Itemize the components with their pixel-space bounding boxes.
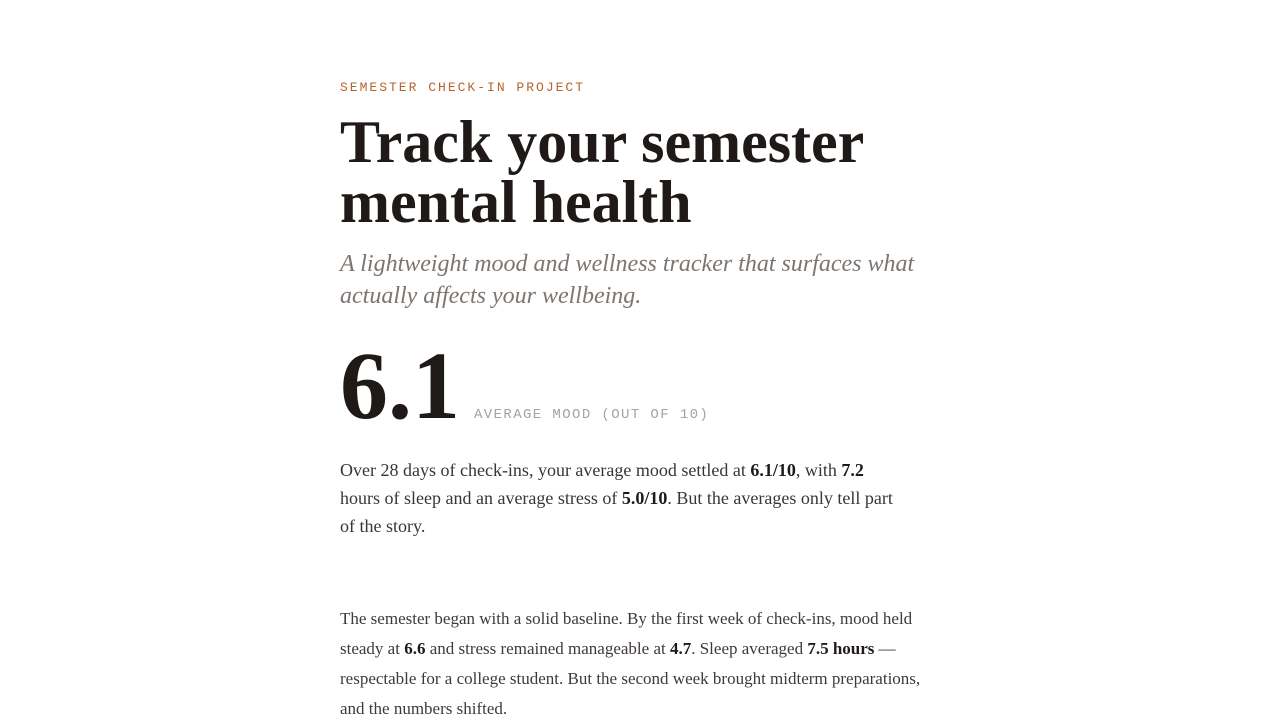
summary-paragraph bbox=[340, 456, 900, 540]
body-sleep-value: 7.5 hours bbox=[807, 639, 875, 658]
eyebrow-label: SEMESTER CHECK-IN PROJECT bbox=[340, 80, 586, 95]
page-title: Track your semester mental health bbox=[340, 109, 864, 235]
summary-text: , with bbox=[795, 460, 842, 480]
average-mood-stat bbox=[340, 332, 710, 439]
stat-label: AVERAGE MOOD (OUT OF 10) bbox=[474, 407, 710, 423]
summary-text: hours of sleep and an average stress of bbox=[340, 488, 622, 508]
summary-sleep-value: 7.2 bbox=[841, 460, 864, 480]
body-text: The semester began with a solid baseline. By the first week of check-ins, mood held steady at bbox=[340, 609, 913, 658]
page-subtitle: A lightweight mood and wellness tracker that surfaces what actually affects your wellbeing. bbox=[340, 251, 915, 309]
body-paragraph bbox=[340, 604, 930, 724]
body-stress-value: 4.7 bbox=[669, 639, 692, 658]
summary-text: Over 28 days of check-ins, your average mood settled at bbox=[340, 460, 751, 480]
stat-value: 6.1 bbox=[340, 332, 460, 439]
body-text: — respectable for a college student. But the second week brought midterm preparations, and the numbers shifted. bbox=[340, 639, 921, 718]
summary-stress-value: 5.0/10 bbox=[621, 488, 668, 508]
body-mood-value: 6.6 bbox=[404, 639, 426, 658]
body-text: and stress remained manageable at bbox=[425, 639, 670, 658]
body-text: . Sleep averaged bbox=[691, 639, 808, 658]
summary-mood-value: 6.1/10 bbox=[750, 460, 796, 480]
summary-text: . But the averages only tell part of the story. bbox=[340, 488, 893, 536]
